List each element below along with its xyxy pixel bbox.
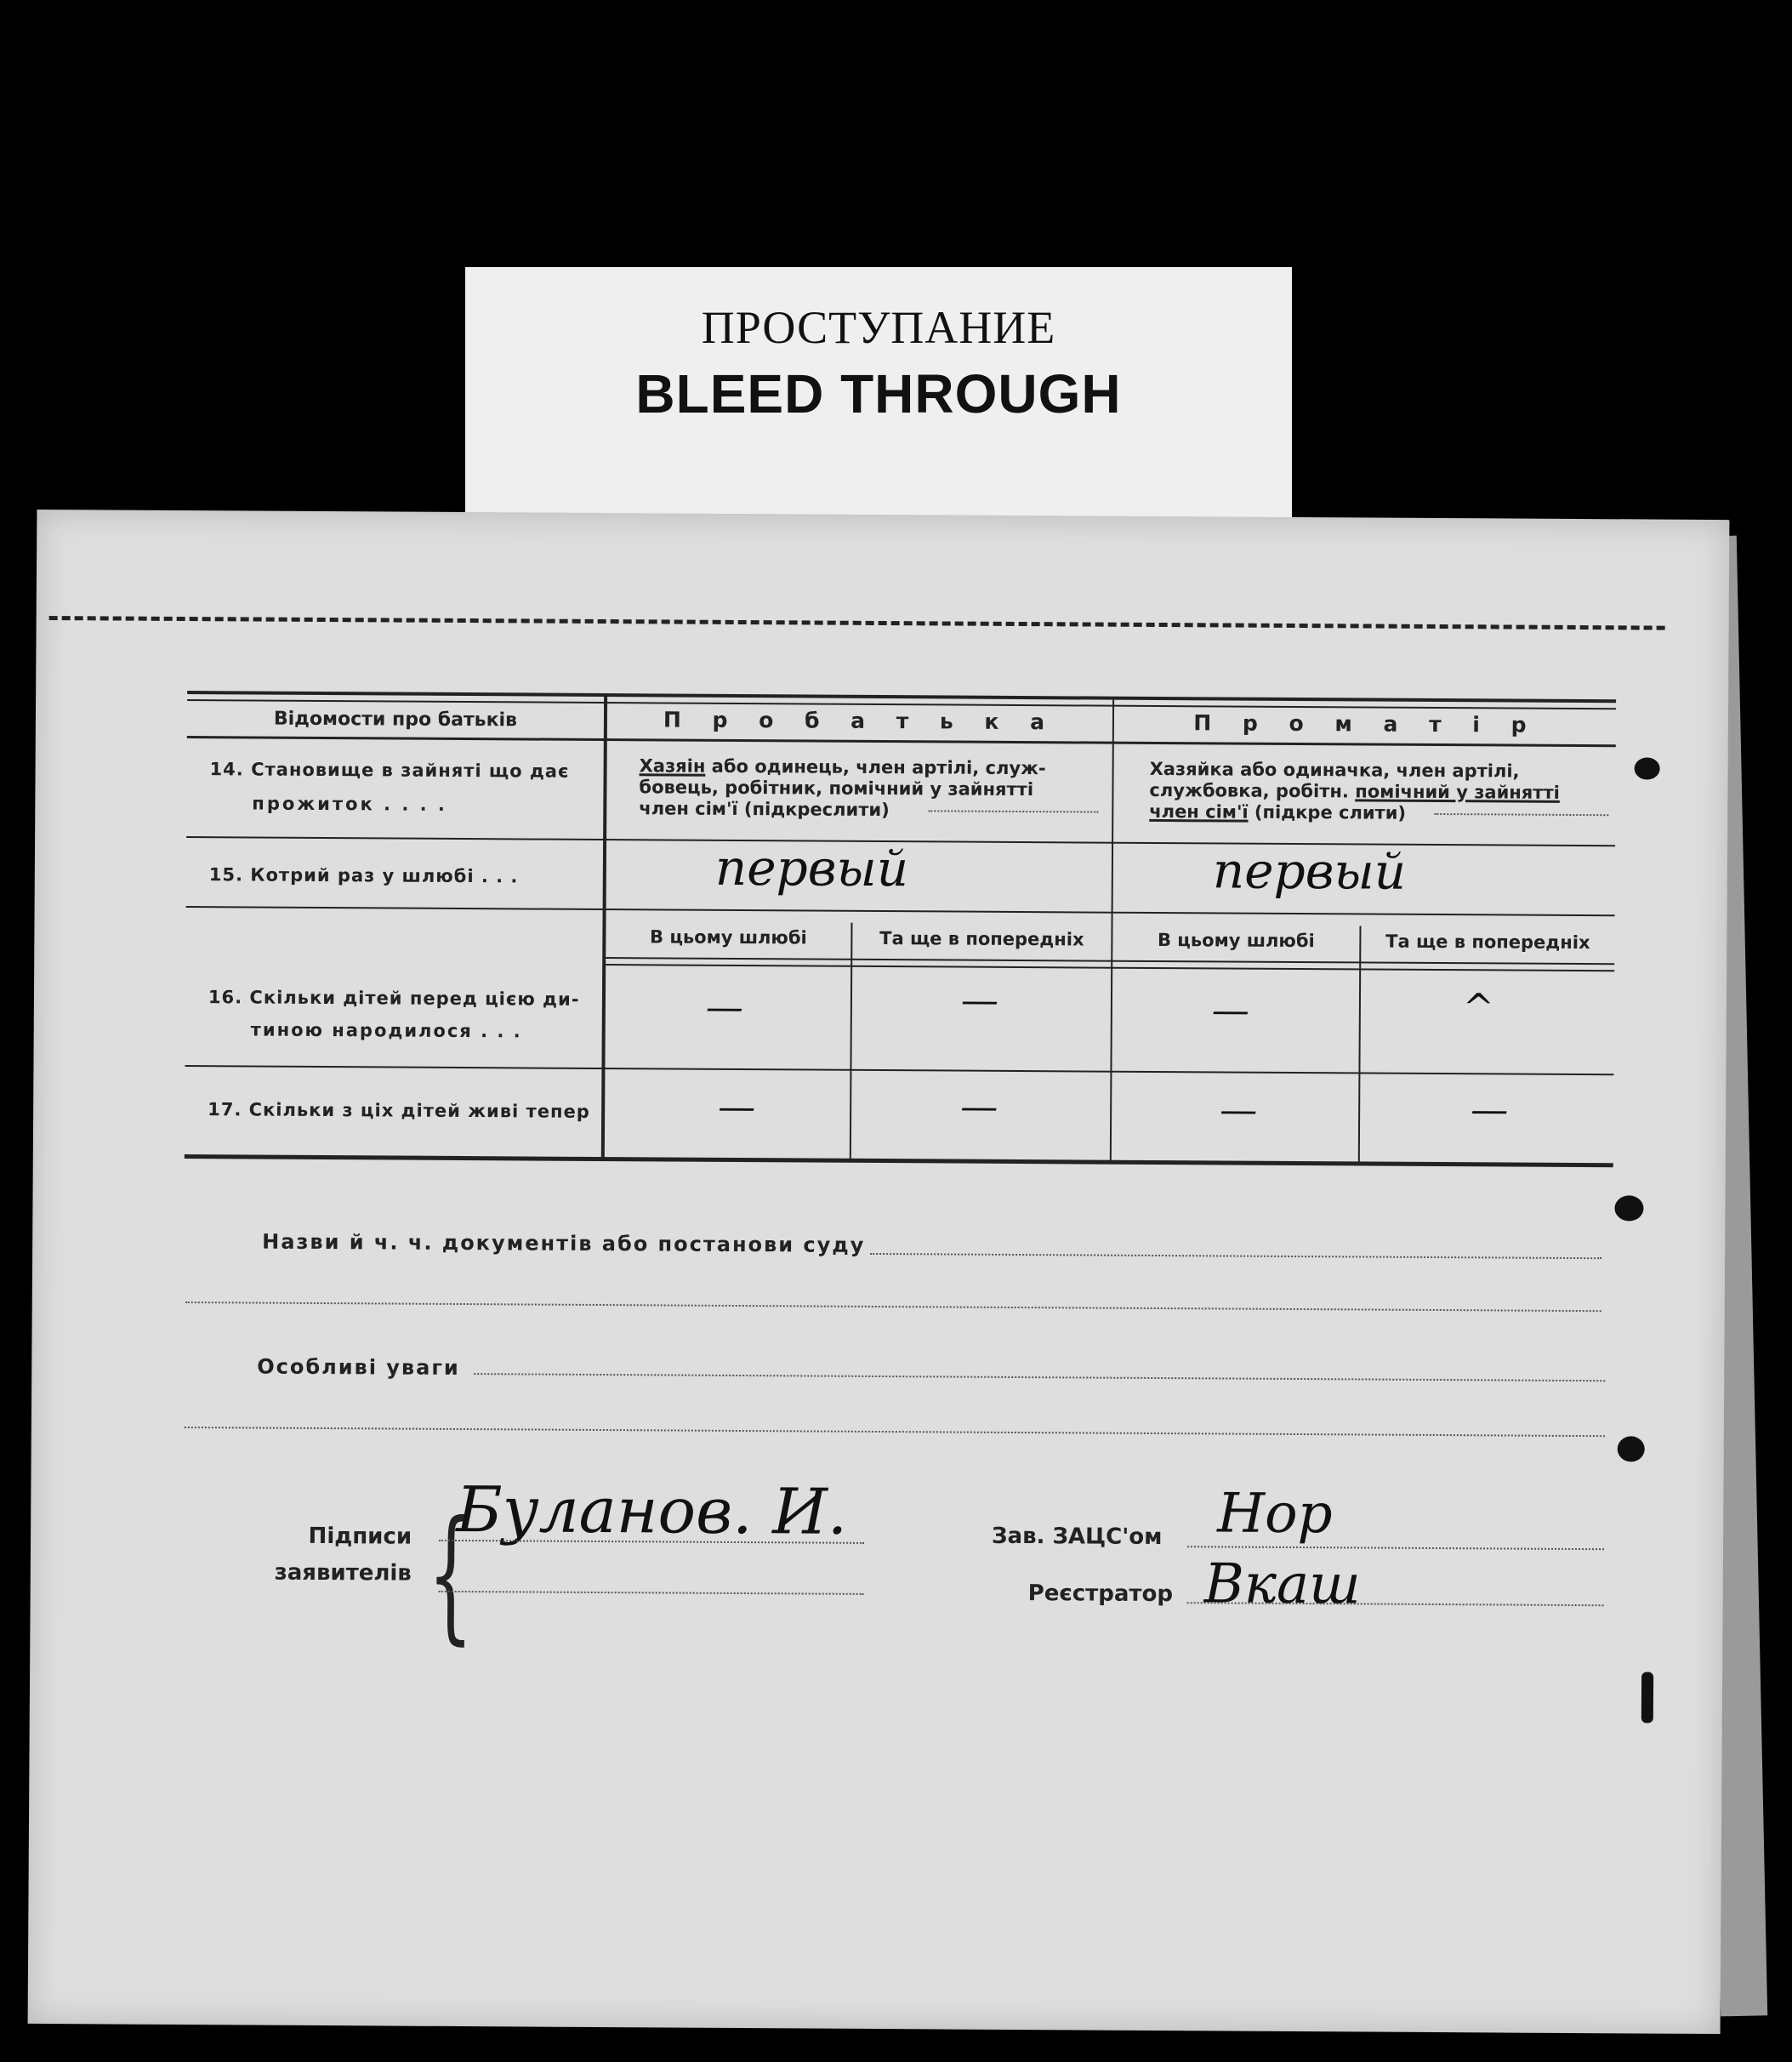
row16-father-current: — [705,985,744,1030]
father-line3: член сім'ї (підкреслити) [639,798,890,821]
label-english: BLEED THROUGH [635,363,1122,424]
mother-previous-header: Та ще в попередніх [1385,931,1590,954]
applicant-signature: Буланов. И. [456,1472,848,1549]
registrar-label: Реєстратор [1027,1581,1174,1608]
header-bottom-rule [187,736,1616,747]
documents-label: Назви й ч. ч. документів або постанови суду [262,1229,866,1257]
documents-fill-line [870,1253,1601,1259]
punch-hole [1618,1436,1645,1461]
punch-hole [1635,757,1660,779]
row17-father-current: — [718,1085,756,1130]
bleed-through-label-card [465,267,1292,522]
zags-head-signature-line [1187,1546,1604,1550]
mother-line2: службовка, робітн. [1149,779,1350,802]
row16-bottom-rule [185,1065,1613,1075]
zags-head-signature: Нор [1217,1482,1333,1546]
row16-mother-previous: ^ [1462,986,1494,1030]
row16-father-previous: — [960,978,999,1022]
zags-head-label: Зав. ЗАЦС'ом [992,1523,1163,1551]
row17-mother-previous: — [1471,1088,1509,1132]
header-about-father: П р о б а т ь к а [663,707,1057,735]
mother-line2-underlined: помічний у зайнятті [1355,781,1560,803]
row15-father-handwritten: первый [714,838,909,898]
father-line2: бовець, робітник, помічний у зайнятті [639,777,1034,800]
row17-label: 17. Скільки з ціх дітей живі тепер [208,1099,590,1122]
registrar-signature: Вкаш [1203,1552,1362,1617]
father-selected-option: Хазяін [639,755,706,777]
applicant-signature-line-2 [439,1591,864,1595]
father-previous-header: Та ще в попередніх [879,928,1084,950]
mother-line3-underlined: член сім'ї [1149,800,1249,823]
cut-line [49,616,1665,630]
row14-label-line2: прожиток . . . . [252,793,448,815]
special-notes-fill-line-2 [185,1427,1605,1437]
row15-mother-handwritten: первый [1212,841,1407,901]
header-about-mother: П р о м а т і р [1193,710,1539,738]
row15-bottom-rule [186,906,1615,916]
signatures-brace: { [427,1490,475,1660]
row16-mother-current: — [1211,988,1250,1033]
signatures-label-line1: Підписи [308,1523,412,1550]
row16-label-line2: тиною народилося . . . [250,1019,522,1042]
row16-label-line1: 16. Скільки дітей перед цією ди- [208,987,580,1010]
table-bottom-rule [185,1154,1613,1167]
document-page [28,510,1730,2034]
signatures-label-line2: заявителів [274,1559,412,1586]
punch-hole [1614,1195,1643,1221]
row15-label: 15. Котрий раз у шлюбі . . . [208,864,519,887]
mother-line3-rest: (підкре слити) [1248,801,1407,823]
special-notes-label: Особливі уваги [257,1354,460,1380]
paper-tear [1641,1672,1653,1723]
documents-fill-line-2 [185,1302,1601,1312]
special-notes-fill-line [474,1373,1605,1381]
father-in-marriage-header: В цьому шлюбі [649,926,807,948]
father-line1-rest: або одинець, член артілі, служ- [705,755,1046,779]
mother-in-marriage-header: В цьому шлюбі [1157,929,1315,952]
mother-line1: Хазяйка або одиначка, член артілі, [1149,758,1520,782]
row17-mother-current: — [1220,1088,1258,1132]
row17-father-previous: — [960,1085,998,1129]
row14-label-line1: 14. Становище в зайняті що дає [209,759,570,782]
label-russian: ПРОСТУПАНИЕ [701,302,1056,353]
header-parents-info: Відомости про батьків [273,708,518,732]
